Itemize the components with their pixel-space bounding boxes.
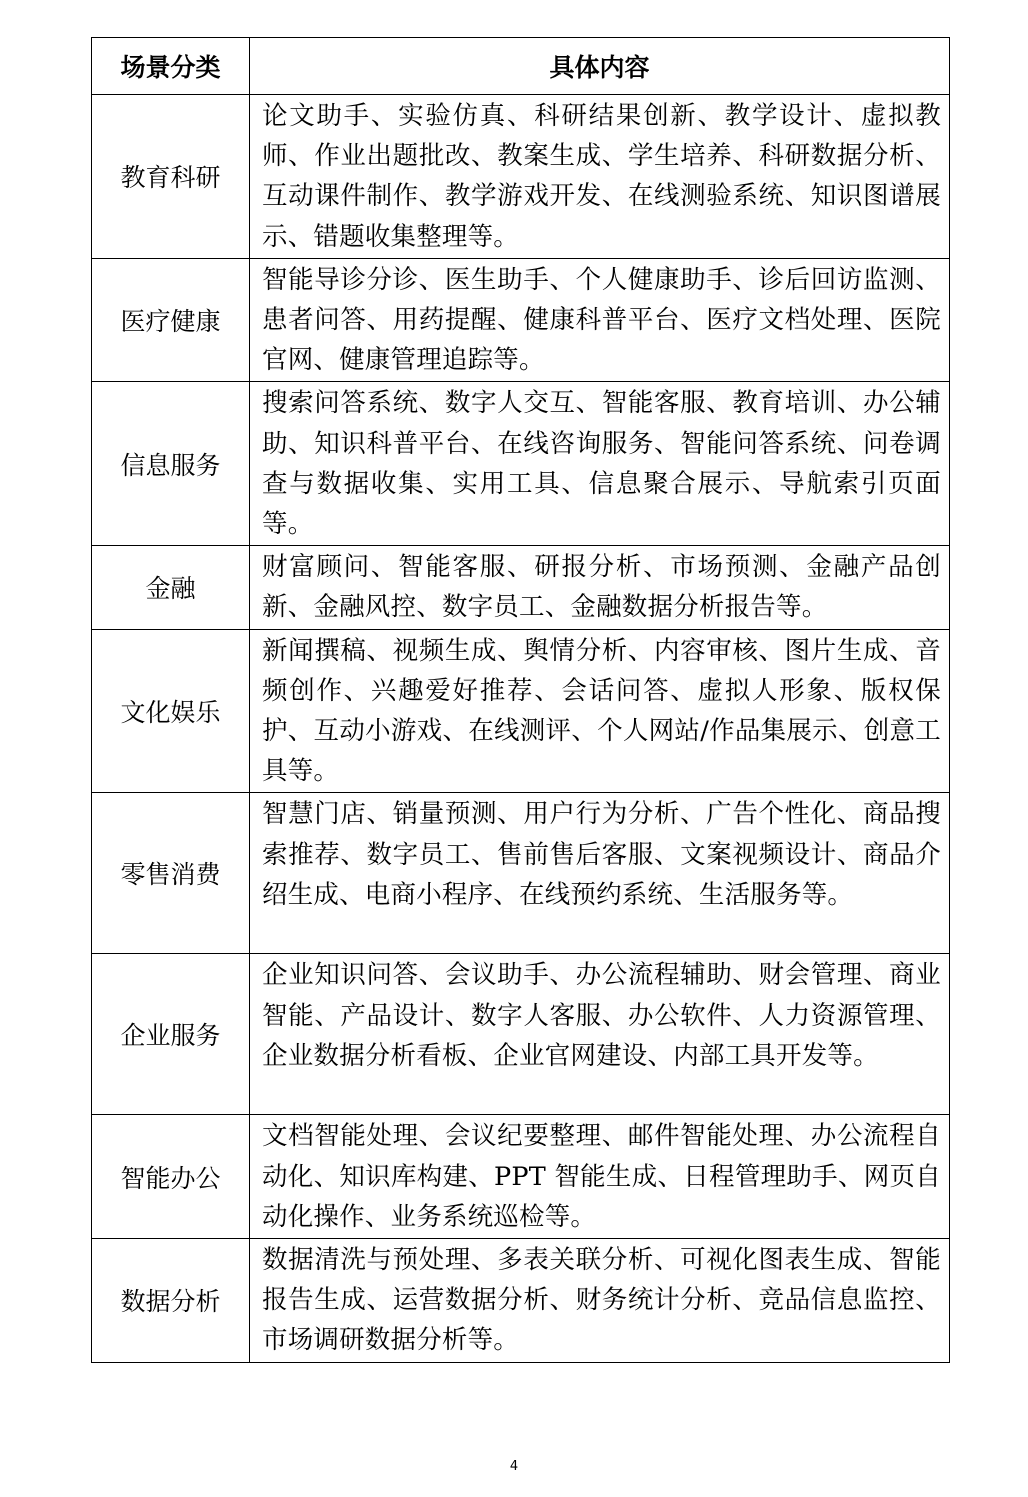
row-content: 新闻撰稿、视频生成、舆情分析、内容审核、图片生成、音频创作、兴趣爱好推荐、会话问答、虚拟人形象、版权保护、互动小游戏、在线测评、个人网站/作品集展示、创意工具等。	[250, 629, 950, 793]
header-content: 具体内容	[250, 38, 950, 95]
table-row	[92, 629, 950, 793]
row-content: 智能导诊分诊、医生助手、个人健康助手、诊后回访监测、患者问答、用药提醒、健康科普平台、医疗文档处理、医院官网、健康管理追踪等。	[250, 258, 950, 382]
scene-table	[91, 37, 950, 1363]
table-row	[92, 1115, 950, 1239]
row-category: 教育科研	[92, 95, 250, 259]
row-category: 零售消费	[92, 793, 250, 954]
row-category: 金融	[92, 546, 250, 629]
row-category: 智能办公	[92, 1115, 250, 1239]
row-content: 财富顾问、智能客服、研报分析、市场预测、金融产品创新、金融风控、数字员工、金融数据分析报告等。	[250, 546, 950, 629]
table-row	[92, 954, 950, 1115]
page-number: 4	[509, 1459, 519, 1474]
table-row	[92, 793, 950, 954]
table-row	[92, 95, 950, 259]
row-content: 论文助手、实验仿真、科研结果创新、教学设计、虚拟教师、作业出题批改、教案生成、学生培养、科研数据分析、互动课件制作、教学游戏开发、在线测验系统、知识图谱展示、错题收集整理等。	[250, 95, 950, 259]
row-content: 智慧门店、销量预测、用户行为分析、广告个性化、商品搜索推荐、数字员工、售前售后客服、文案视频设计、商品介绍生成、电商小程序、在线预约系统、生活服务等。	[250, 793, 950, 954]
table-row	[92, 546, 950, 629]
row-category: 医疗健康	[92, 258, 250, 382]
table-row	[92, 382, 950, 546]
table-header-row	[92, 38, 950, 95]
row-category: 企业服务	[92, 954, 250, 1115]
row-category: 数据分析	[92, 1239, 250, 1363]
row-category: 文化娱乐	[92, 629, 250, 793]
row-content: 数据清洗与预处理、多表关联分析、可视化图表生成、智能报告生成、运营数据分析、财务统计分析、竞品信息监控、市场调研数据分析等。	[250, 1239, 950, 1363]
row-content: 搜索问答系统、数字人交互、智能客服、教育培训、办公辅助、知识科普平台、在线咨询服务、智能问答系统、问卷调查与数据收集、实用工具、信息聚合展示、导航索引页面等。	[250, 382, 950, 546]
row-content: 文档智能处理、会议纪要整理、邮件智能处理、办公流程自动化、知识库构建、PPT 智能生成、日程管理助手、网页自动化操作、业务系统巡检等。	[250, 1115, 950, 1239]
header-category: 场景分类	[92, 38, 250, 95]
table-row	[92, 258, 950, 382]
row-category: 信息服务	[92, 382, 250, 546]
row-content: 企业知识问答、会议助手、办公流程辅助、财会管理、商业智能、产品设计、数字人客服、办公软件、人力资源管理、企业数据分析看板、企业官网建设、内部工具开发等。	[250, 954, 950, 1115]
table-row	[92, 1239, 950, 1363]
